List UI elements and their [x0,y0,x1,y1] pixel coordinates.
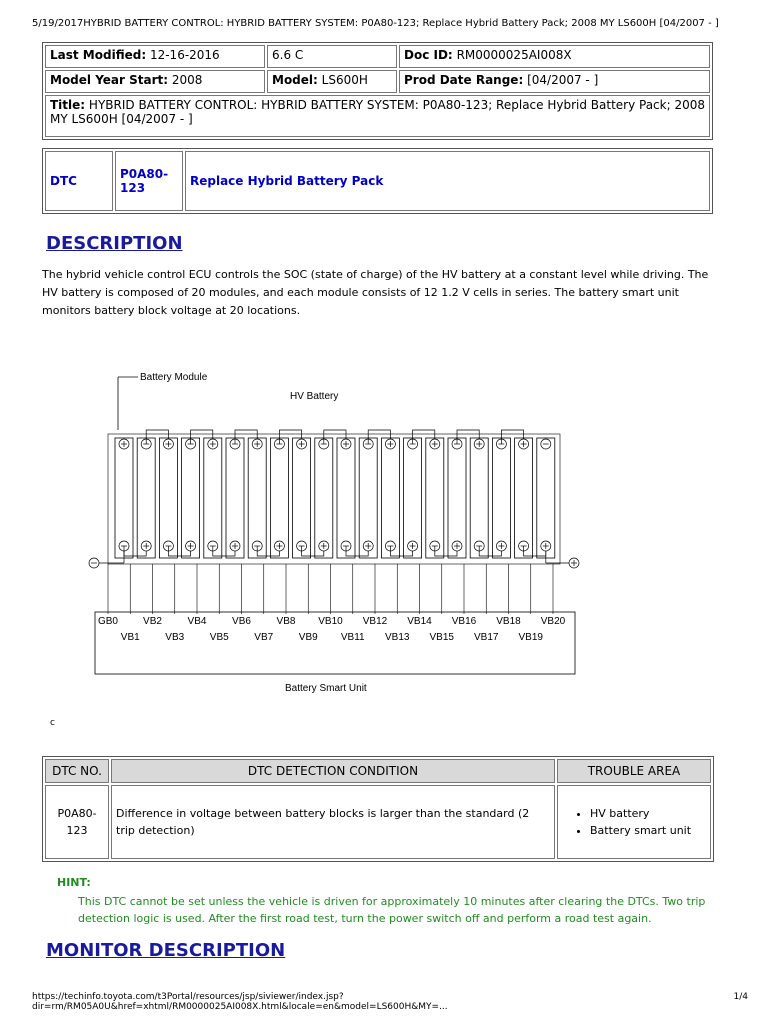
sense-terminal-label: VB11 [340,632,365,643]
sense-terminal-label: VB7 [254,632,274,643]
col-dtc-no: DTC NO. [45,759,109,783]
monitor-description-heading: MONITOR DESCRIPTION [46,940,286,961]
sense-terminal-label: VB3 [165,632,185,643]
battery-module-cell [492,438,510,558]
dtc-no-cell: P0A80-123 [45,785,109,859]
last-modified-cell: Last Modified: 12-16-2016 [45,45,265,68]
sense-terminal-label: VB19 [518,632,543,643]
battery-module-cell [515,438,533,558]
battery-module-cell [248,438,266,558]
model-cell: Model: LS600H [267,70,397,93]
battery-module-cell [359,438,377,558]
model-year-cell: Model Year Start: 2008 [45,70,265,93]
dtc-code-link[interactable]: P0A80-123 [115,151,183,211]
sense-terminal-label: VB13 [385,632,410,643]
battery-wiring-svg [80,360,600,700]
sense-terminal-label: VB6 [232,616,251,627]
battery-module-cell [337,438,355,558]
hint-text: This DTC cannot be set unless the vehicle is driven for approximately 10 minutes after clearing the DTCs. Two trip detection logic is used. After the first road test, turn the power switch off and perform a road test again. [78,895,706,925]
sense-terminal-label: VB12 [362,616,388,627]
trouble-area-cell [557,785,711,859]
battery-module-cell [381,438,399,558]
print-date: 5/19/2017 [32,18,84,29]
hv-battery-label: HV Battery [290,391,339,402]
doc-id-cell: Doc ID: RM0000025AI008X [399,45,710,68]
hint-label: HINT: [57,876,91,889]
battery-wiring-diagram [80,360,600,700]
document-meta-table [42,42,713,140]
battery-module-cell [226,438,244,558]
diagram-caption: c [50,718,55,728]
battery-module-cell [426,438,444,558]
smart-unit-label: Battery Smart Unit [285,683,367,694]
sense-terminal-label: GB0 [97,616,119,627]
battery-module-cell [182,438,200,558]
title-cell: Title: HYBRID BATTERY CONTROL: HYBRID BATTERY SYSTEM: P0A80-123; Replace Hybrid Battery Pack; 2008 MY LS600H [04/2007 - ] [45,95,710,137]
trouble-area-item: • Battery smart unit [590,822,706,839]
battery-module-cell [448,438,466,558]
dtc-summary-table [42,148,713,214]
battery-module-cell [470,438,488,558]
battery-module-cell [115,438,133,558]
version-cell: 6.6 C [267,45,397,68]
battery-module-cell [315,438,333,558]
battery-module-cell [159,438,177,558]
sense-terminal-label: VB20 [540,616,566,627]
sense-terminal-label: VB1 [120,632,140,643]
dtc-label: DTC [45,151,113,211]
battery-module-label: Battery Module [140,372,208,383]
dtc-description-link[interactable]: Replace Hybrid Battery Pack [185,151,710,211]
sense-terminal-label: VB9 [298,632,318,643]
sense-terminal-label: VB17 [474,632,499,643]
sense-terminal-label: VB5 [209,632,229,643]
trouble-area-item: • HV battery [590,805,706,822]
battery-module-cell [404,438,422,558]
dtc-detection-table [42,756,714,862]
sense-terminal-label: VB14 [407,616,432,627]
sense-terminal-label: VB2 [143,616,162,627]
battery-module-cell [293,438,311,558]
battery-module-cell [137,438,155,558]
battery-module-cell [204,438,222,558]
page-number: 1/4 [733,992,748,1002]
description-heading: DESCRIPTION [46,233,183,254]
sense-terminal-label: VB4 [187,616,207,627]
prod-date-cell: Prod Date Range: [04/2007 - ] [399,70,710,93]
sense-terminal-label: VB8 [276,616,296,627]
sense-terminal-label: VB10 [318,616,343,627]
sense-terminal-label: VB16 [451,616,477,627]
terminal-labels [98,564,566,643]
col-trouble-area: TROUBLE AREA [557,759,711,783]
page-footer [32,992,748,1012]
sense-terminal-label: VB15 [429,632,454,643]
hv-battery-modules [89,430,579,568]
footer-url: https://techinfo.toyota.com/t3Portal/resources/jsp/siviewer/index.jsp?dir=rm/RM05A0U&href=xhtml/RM0000025AI008X.html&locale=en&model=LS600H&MY=... [32,992,448,1012]
print-title: HYBRID BATTERY CONTROL: HYBRID BATTERY SYSTEM: P0A80-123; Replace Hybrid Battery Pack; 2008 MY LS600H [04/2007 - ] [83,18,719,29]
battery-module-cell [537,438,555,558]
detection-condition-cell: Difference in voltage between battery blocks is larger than the standard (2 trip detection) [111,785,555,859]
col-detection-condition: DTC DETECTION CONDITION [111,759,555,783]
description-text: The hybrid vehicle control ECU controls the SOC (state of charge) of the HV battery at a constant level while driving. The HV battery is composed of 20 modules, and each module consists of 12 1.2 V cells in series. The battery smart unit monitors battery block voltage at 20 locations. [42,268,709,317]
battery-module-cell [270,438,288,558]
sense-terminal-label: VB18 [496,616,521,627]
page-header [32,18,719,29]
